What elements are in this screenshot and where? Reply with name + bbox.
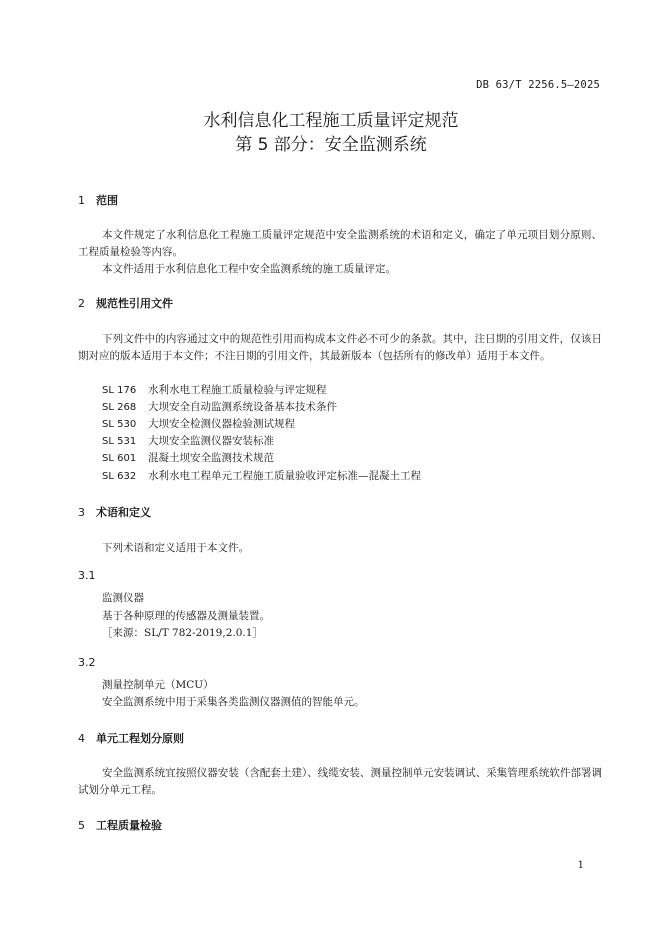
term-name: 监测仪器	[102, 592, 144, 604]
reference-title: 水利水电工程施工质量检验与评定规程	[148, 384, 327, 396]
reference-title: 大坝安全监测仪器安装标准	[148, 435, 274, 447]
term-source: ［来源：SL/T 782-2019,2.0.1］	[102, 627, 263, 639]
section-number: 1	[78, 194, 85, 207]
document-subtitle: 第 5 部分：安全监测系统	[235, 135, 427, 155]
section-number: 5	[78, 819, 85, 832]
section-heading-normative-references	[78, 296, 173, 312]
reference-title: 大坝安全检测仪器检验测试规程	[148, 418, 295, 430]
reference-item	[102, 468, 421, 485]
term-name: 测量控制单元（MCU）	[102, 679, 214, 691]
section-title: 单元工程划分原则	[96, 732, 184, 745]
section-title: 规范性引用文件	[96, 297, 173, 310]
standard-number: DB 63/T 2256.5—2025	[476, 79, 600, 91]
section-heading-quality-inspection	[78, 818, 162, 834]
reference-title: 大坝安全自动监测系统设备基本技术条件	[148, 401, 337, 413]
term-definition: 基于各种原理的传感器及测量装置。	[102, 610, 270, 622]
document-title: 水利信息化工程施工质量评定规范	[203, 111, 459, 131]
scope-paragraph-1: 本文件规定了水利信息化工程施工质量评定规范中安全监测系统的术语和定义，确定了单元项目划分原则、工程质量检验等内容。	[78, 229, 602, 258]
reference-item	[102, 399, 337, 416]
scope-paragraph-2: 本文件适用于水利信息化工程中安全监测系统的施工质量评定。	[102, 263, 396, 275]
reference-title: 混凝土坝安全监测技术规范	[148, 452, 274, 464]
term-number: 3.2	[78, 656, 96, 669]
section-number: 4	[78, 732, 85, 745]
section-title: 工程质量检验	[96, 819, 162, 832]
section-heading-unit-division	[78, 731, 184, 747]
section-number: 2	[78, 297, 85, 310]
section-title: 术语和定义	[96, 506, 151, 519]
reference-code: SL 268	[102, 402, 137, 413]
reference-code: SL 632	[102, 471, 137, 482]
reference-code: SL 176	[102, 385, 137, 396]
reference-item	[102, 382, 327, 399]
page-number: 1	[577, 860, 584, 871]
reference-code: SL 530	[102, 419, 137, 430]
term-definition: 安全监测系统中用于采集各类监测仪器测值的智能单元。	[102, 696, 365, 708]
reference-title: 水利水电工程单元工程施工质量验收评定标准—混凝土工程	[148, 470, 421, 482]
reference-item	[102, 416, 295, 433]
terms-intro-paragraph: 下列术语和定义适用于本文件。	[102, 542, 249, 554]
section-heading-terms	[78, 505, 151, 521]
section-title: 范围	[96, 194, 118, 207]
reference-code: SL 531	[102, 436, 137, 447]
references-intro-paragraph: 下列文件中的内容通过文中的规范性引用而构成本文件必不可少的条款。其中，注日期的引用文件，仅该日期对应的版本适用于本文件；不注日期的引用文件，其最新版本（包括所有的修改单）适用于本文件。	[78, 333, 602, 362]
term-number: 3.1	[78, 569, 96, 582]
section-number: 3	[78, 506, 85, 519]
section-heading-scope	[78, 193, 118, 209]
unit-division-paragraph: 安全监测系统宜按照仪器安装（含配套土建）、线缆安装、测量控制单元安装调试、采集管理系统软件部署调试划分单元工程。	[78, 767, 602, 796]
reference-item	[102, 450, 274, 467]
reference-code: SL 601	[102, 453, 137, 464]
reference-item	[102, 433, 274, 450]
